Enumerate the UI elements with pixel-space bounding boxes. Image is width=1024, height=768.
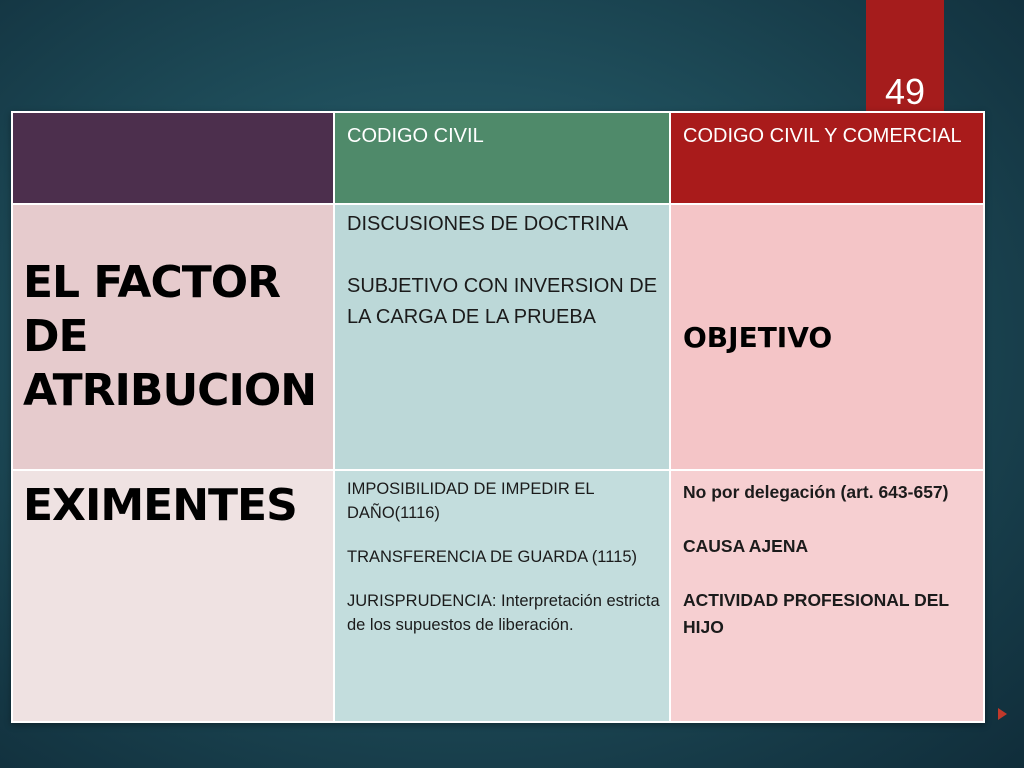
header-codigo-civil-comercial — [670, 112, 984, 204]
header-codigo-civil — [334, 112, 670, 204]
triangle-arrow-icon — [998, 708, 1007, 720]
header-col1-label — [13, 113, 333, 121]
row-label: EL FACTOR DE ATRIBUCION — [23, 257, 317, 416]
cell-value: OBJETIVO — [683, 320, 833, 354]
cell-paragraph: DISCUSIONES DE DOCTRINA — [347, 213, 629, 235]
cell-paragraph: SUBJETIVO CON INVERSION DE LA CARGA DE LA PRUEBA — [347, 275, 658, 328]
codigo-civil-comercial-cell — [670, 470, 984, 722]
comparison-table — [11, 111, 985, 723]
page-number: 49 — [884, 71, 926, 112]
cell-paragraph: ACTIVIDAD PROFESIONAL DEL HIJO — [683, 590, 949, 637]
row-label: EXIMENTES — [23, 480, 297, 531]
table-row — [12, 470, 984, 722]
cell-paragraph: TRANSFERENCIA DE GUARDA (1115) — [347, 548, 638, 566]
header-col2-label: CODIGO CIVIL — [347, 125, 484, 147]
table-row — [12, 204, 984, 470]
cell-paragraph: No por delegación (art. 643-657) — [683, 482, 949, 502]
cell-paragraph: JURISPRUDENCIA: Interpretación estricta de los supuestos de liberación. — [347, 592, 660, 634]
codigo-civil-cell — [334, 204, 670, 470]
header-empty-cell — [12, 112, 334, 204]
codigo-civil-cell — [334, 470, 670, 722]
row-label-cell — [12, 470, 334, 722]
table-header-row — [12, 112, 984, 204]
row-label-cell — [12, 204, 334, 470]
header-col3-label: CODIGO CIVIL Y COMERCIAL — [683, 125, 962, 147]
codigo-civil-comercial-cell — [670, 204, 984, 470]
cell-paragraph: IMPOSIBILIDAD DE IMPEDIR EL DAÑO(1116) — [347, 480, 594, 522]
cell-paragraph: CAUSA AJENA — [683, 536, 809, 556]
